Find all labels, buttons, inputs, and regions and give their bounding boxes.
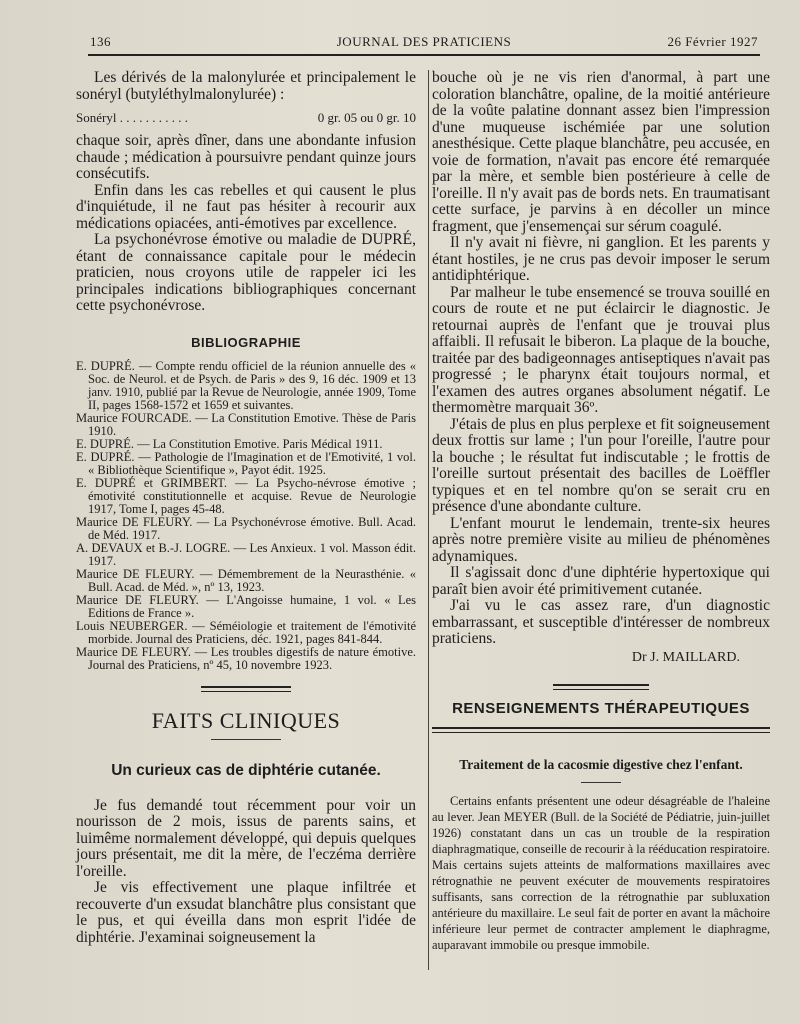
left-column [76, 70, 416, 946]
therapeutics-rule [432, 727, 770, 733]
dose-amount: 0 gr. 05 ou 0 gr. 10 [317, 110, 416, 125]
bibliography-entry: Maurice FOURCADE. — La Constitution Emotive. Thèse de Paris 1910. [76, 410, 416, 438]
case-paragraph: L'enfant mourut le lendemain, trente-six heures après notre première visite au milieu de phénomènes adynamiques. [432, 514, 770, 565]
bibliography-entry: E. DUPRÉ. — Pathologie de l'Imagination et de l'Emotivité, 1 vol. « Bibliothèque Scientifique », Payot édit. 1925. [76, 449, 416, 477]
running-header [90, 34, 758, 56]
bibliography-entry: E. DUPRÉ. — Compte rendu officiel de la réunion annuelle des « Soc. de Neurol. et de Psych. de Paris » des 9, 16 déc. 1909 et 13 janv. 1910, publié par la Revue de Neurologie, année 1909, Tome II, pages 1568-1572 et 1659 et suivantes. [76, 358, 416, 412]
case-paragraph: Par malheur le tube ensemencé se trouva souillé en cours de route et ne put éclaircir le diagnostic. Je retournai auprès de l'enfant que je trouvai plus affaibli. Il refusait le biberon. La plaque de la bouche, traitée par des badigeonnages antiseptiques n'avait pas progressé ; le pharynx était toujours normal, et l'examen des autres organes absolument négatif. Le thermomètre marquait 36º. [432, 283, 770, 416]
bibliography-entry: Louis NEUBERGER. — Séméiologie et traitement de l'émotivité morbide. Journal des Praticiens, déc. 1921, pages 841-844. [76, 618, 416, 646]
issue-date: 26 Février 1927 [667, 34, 758, 49]
case-paragraph: Je fus demandé tout récemment pour voir un nourisson de 2 mois, issus de parents sains, et luimême normalement développé, qui depuis quelques jours présentait, me dit la mère, de l'eczéma derrière l'oreille. [76, 796, 416, 880]
author-signature: Dr J. MAILLARD. [631, 649, 740, 665]
article-paragraph: Certains enfants présentent une odeur désagréable de l'haleine au lever. Jean MEYER (Bull. de la Société de Pédiatrie, juin-juillet 1926) constatant dans un cas un trouble de la respiration diaphragmatique, conseille de recourir à la rééducation respiratoire. Mais certains sujets atteints de malformations maxillaires avec rétrognathie ne peuvent exécuter de mouvements respiratoires suffisants, sans correction de la rétrognathie par subluxation antérieure du maxillaire. Le seul fait de porter en avant la mâchoire inférieure leur permet de contracter amplement le diaphragme, auparavant immobile ou presque immobile. [432, 793, 770, 952]
bibliography-entry: E. DUPRÉ. — La Constitution Emotive. Paris Médical 1911. [76, 436, 383, 451]
bibliography-heading: BIBLIOGRAPHIE [191, 334, 301, 350]
therapeutics-heading: RENSEIGNEMENTS THÉRAPEUTIQUES [452, 699, 750, 717]
bibliography-entry: Maurice DE FLEURY. — L'Angoisse humaine, 1 vol. « Les Editions de France ». [76, 592, 416, 620]
article-title: Traitement de la cacosmie digestive chez l'enfant. [459, 756, 743, 772]
section-title: FAITS CLINIQUES [151, 707, 341, 733]
case-paragraph: J'étais de plus en plus perplexe et fit soigneusement deux frottis sur lame ; l'un pour l'oreille, l'autre pour la bouche ; le résultat fut indiscutable ; le frottis de l'oreille surtout présentait des bacilles de Loëffler typiques et en tel nombre qu'on se serait cru en présence d'une abondante culture. [432, 415, 770, 515]
bibliography-entry: A. DEVAUX et B.-J. LOGRE. — Les Anxieux. 1 vol. Masson édit. 1917. [76, 540, 416, 568]
case-continuation: bouche où je ne vis rien d'anormal, à part une coloration blanchâtre, opaline, de la moitié antérieure de la voûte palatine donnant assez bien l'impression d'une muqueuse ischémiée par une solution anesthésique. Cette plaque blanchâtre, peu accusée, en voie de formation, n'avait pas encore été remarquée par la mère, et semble bien postérieure à celle de l'oreille. Il n'y avait pas de bords nets. En traumatisant cette surface, je parvins à en décoller un mince fragment, que j'ensemençai sur sérum coagulé. [432, 69, 770, 235]
page-number: 136 [90, 34, 111, 49]
bibliography-entry: E. DUPRÉ et GRIMBERT. — La Psycho-névrose émotive ; émotivité constitutionnelle et acquise. Revue de Neurologie 1917, Tome I, pages 45-48. [76, 475, 416, 516]
right-column [432, 70, 770, 953]
case-paragraph: Je vis effectivement une plaque infiltrée et recouverte d'un exsudat blanchâtre plus consistant que le pus, et qui éveilla dans mon esprit l'idée de diphtérie. J'examinai soigneusement la [76, 879, 416, 946]
bibliography-list [76, 360, 416, 672]
case-paragraph: Il s'agissait donc d'une diphtérie hypertoxique qui paraît bien avoir été primitivement cutanée. [432, 564, 770, 598]
intro-paragraph: Les dérivés de la malonylurée et principalement le sonéryl (butyléthylmalonylurée) : [76, 69, 416, 103]
bibliography-entry: Maurice DE FLEURY. — La Psychonévrose émotive. Bull. Acad. de Méd. 1917. [76, 514, 416, 542]
dose-drug: Sonéryl . . . . . . . . . . . [76, 110, 188, 125]
title-underline [211, 739, 281, 740]
rebel-cases-paragraph: Enfin dans les cas rebelles et qui causent le plus d'inquiétude, il ne faut pas hésiter à recourir aux médications opiacées, anti-émotives par excellence. [76, 181, 416, 232]
header-rule [88, 54, 760, 56]
case-paragraph: J'ai vu le cas assez rare, d'un diagnostic embarrassant, et susceptible d'intéresser de nombreux praticiens. [432, 597, 770, 647]
dosage-paragraph: chaque soir, après dîner, dans une abondante infusion chaude ; médication à poursuivre pendant quinze jours consécutifs. [76, 132, 416, 182]
dupre-paragraph: La psychonévrose émotive ou maladie de DUPRÉ, étant de connaissance capitale pour le médecin praticien, nous croyons utile de rappeler ici les principales indications bibliographiques concernant cette psychonévrose. [76, 231, 416, 314]
section-separator [201, 686, 291, 692]
journal-title: JOURNAL DES PRATICIENS [336, 34, 512, 49]
bibliography-entry: Maurice DE FLEURY. — Démembrement de la Neurasthénie. « Bull. Acad. de Méd. », nº 13, 1923. [76, 566, 416, 594]
column-divider [428, 70, 429, 970]
title-underline [581, 782, 621, 783]
case-title: Un curieux cas de diphtérie cutanée. [111, 761, 381, 779]
case-paragraph: Il n'y avait ni fièvre, ni ganglion. Et les parents y étant hostiles, je ne crus pas devoir imposer le serum antidiphtérique. [432, 234, 770, 284]
section-separator [553, 684, 649, 690]
bibliography-entry: Maurice DE FLEURY. — Les troubles digestifs de nature émotive. Journal des Praticiens, nº 45, 10 novembre 1923. [76, 644, 416, 672]
dose-line [76, 110, 416, 126]
